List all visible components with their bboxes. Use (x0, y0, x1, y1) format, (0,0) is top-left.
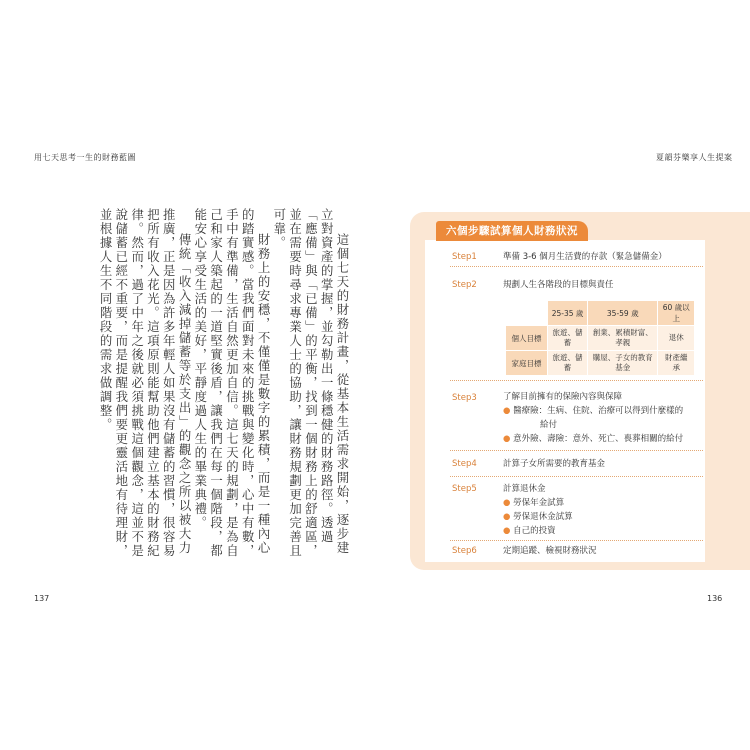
table-column-header: 60 歲以上 (658, 301, 695, 326)
life-goals-table (505, 300, 695, 376)
left-running-header: 用七天思考一生的財務藍圖 (34, 153, 136, 162)
step-1-text: 準備 3-6 個月生活費的存款（緊急儲備金） (503, 252, 667, 262)
steps-card-title: 六個步驟試算個人財務狀況 (436, 221, 588, 241)
step-6-label: Step6 (452, 546, 477, 556)
table-row (506, 326, 695, 351)
step-3-bullet: ● 意外險、壽險：意外、死亡、喪葬相關的給付 (503, 434, 684, 444)
step-divider (450, 476, 703, 477)
step-5-bullet: ● 勞保退休金試算 (503, 512, 573, 522)
bullet-dot-icon: ● (503, 406, 511, 416)
step-4-text: 計算子女所需要的教育基金 (503, 459, 606, 469)
step-6-text: 定期追蹤、檢視財務狀況 (503, 546, 597, 556)
step-3-bullet-continued: 給付 (540, 420, 558, 430)
bullet-dot-icon: ● (503, 526, 511, 536)
step-divider (450, 266, 703, 267)
step-5-text: 計算退休金 (503, 484, 546, 494)
step-2-text: 規劃人生各階段的目標與責任 (503, 280, 614, 290)
table-cell: 購屋、子女的教育基金 (588, 351, 658, 376)
step-divider (450, 380, 703, 381)
paragraph: 傳統「收入減掉儲蓄等於支出」的觀念之所以被大力推廣，正是因為許多年輕人如果沒有儲蓄的習慣，很容易把所有收入花光。這項原則能幫助他們建立基本的財務紀律。然而，過了中年之後就必須挑戰這個觀念，這並不是說儲蓄已經不重要，而是提醒我們要更靈活地有待理財，並根據人生不同階段的需求做調整。 (98, 208, 193, 558)
table-row-header: 個人目標 (506, 326, 548, 351)
bullet-dot-icon: ● (503, 512, 511, 522)
right-page-number: 136 (707, 594, 723, 603)
table-column-header: 25-35 歲 (548, 301, 588, 326)
table-row-header: 家庭目標 (506, 351, 548, 376)
step-2-label: Step2 (452, 280, 477, 290)
step-divider (450, 450, 703, 451)
step-5-label: Step5 (452, 484, 477, 494)
right-running-header: 夏韻芬樂享人生提案 (656, 153, 733, 162)
step-3-label: Step3 (452, 393, 477, 403)
step-divider (450, 540, 703, 541)
table-cell: 旅遊、儲蓄 (548, 351, 588, 376)
table-cell: 創業、累積財富、孝親 (588, 326, 658, 351)
paragraph: 這個七天的財務計畫，從基本生活需求開始，逐步建立對資產的掌握，並勾勒出一條穩健的財務路徑。透過「應備」與「已備」的平衡，找到一個財務上的舒適區，並在需要時尋求專業人士的協助，讓財務規劃更加完善且可靠。 (271, 208, 350, 558)
step-5-bullet: ● 勞保年金試算 (503, 498, 565, 508)
bullet-dot-icon: ● (503, 434, 511, 444)
left-body-text (88, 208, 350, 563)
table-row (506, 351, 695, 376)
table-cell: 財產繼承 (658, 351, 695, 376)
step-4-label: Step4 (452, 459, 477, 469)
table-header-row (506, 301, 695, 326)
table-corner-cell (506, 301, 548, 326)
step-1-label: Step1 (452, 252, 477, 262)
table-cell: 退休 (658, 326, 695, 351)
table-column-header: 35-59 歲 (588, 301, 658, 326)
step-3-bullet: ● 醫療險：生病、住院、治療可以得到什麼樣的 (503, 406, 684, 416)
step-5-bullet: ● 自己的投資 (503, 526, 556, 536)
left-page-number: 137 (34, 594, 50, 603)
step-3-text: 了解目前擁有的保險內容與保障 (503, 392, 623, 402)
paragraph: 財務上的安穩，不僅僅是數字的累積，而是一種內心的踏實感。當我們面對未來的挑戰與變化時，心中有數，手中有準備，生活自然更加自信。這七天的規劃，是為自己和家人築起的一道堅實後盾，讓我們在每一個階段，都能安心享受生活的美好，平靜度過人生的畢業典禮。 (192, 208, 272, 558)
bullet-dot-icon: ● (503, 498, 511, 508)
table-cell: 旅遊、儲蓄 (548, 326, 588, 351)
